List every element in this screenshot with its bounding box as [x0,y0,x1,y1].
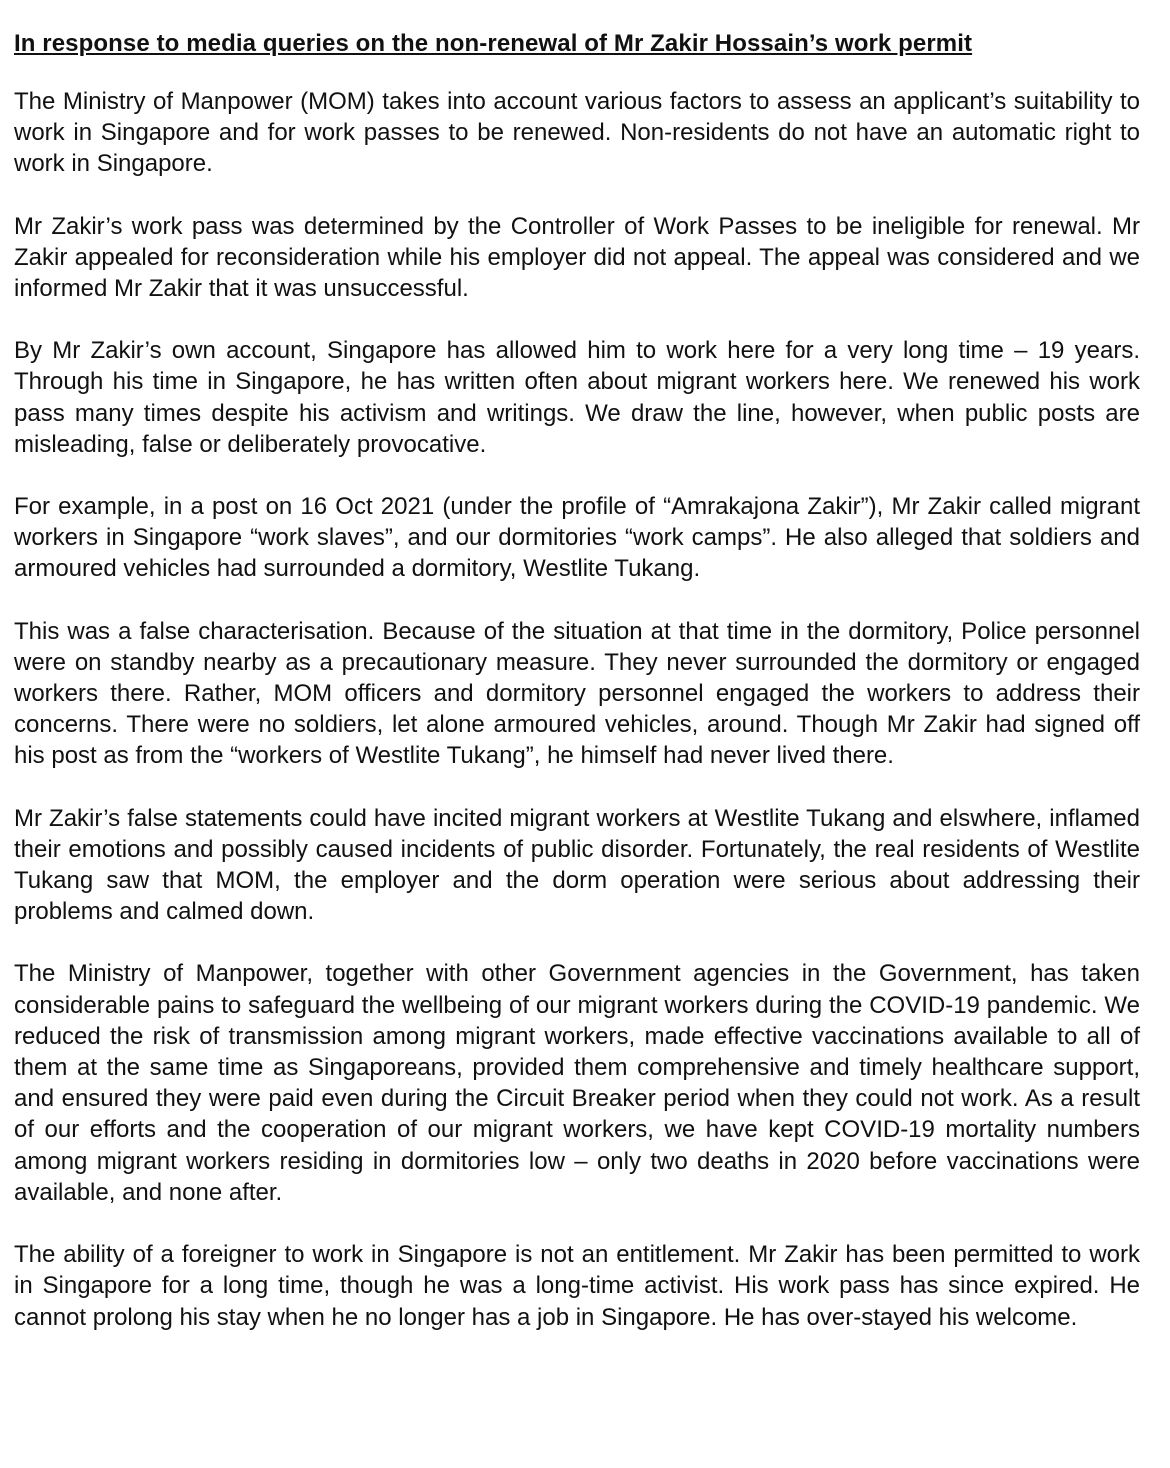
document-title: In response to media queries on the non-renewal of Mr Zakir Hossain’s work permit [14,30,973,57]
paragraph-7: The Ministry of Manpower, together with other Government agencies in the Government, has taken considerable pains to safeguard the wellbeing of our migrant workers during the COVID-19 pandemic. We reduced the risk of transmission among migrant workers, made effective vaccinations available to all of them at the same time as Singaporeans, provided them comprehensive and timely healthcare support, and ensured they were paid even during the Circuit Breaker period when they could not work. As a result of our efforts and the cooperation of our migrant workers, we have kept COVID-19 mortality numbers among migrant workers residing in dormitories low – only two deaths in 2020 before vaccinations were available, and none after. [14,960,1140,1206]
paragraph-4: For example, in a post on 16 Oct 2021 (under the profile of “Amrakajona Zakir”), Mr Zakir called migrant workers in Singapore “work slaves”, and our dormitories “work camps”. He also alleged that soldiers and armoured vehicles had surrounded a dormitory, Westlite Tukang. [14,493,1140,583]
paragraph-8: The ability of a foreigner to work in Singapore is not an entitlement. Mr Zakir has been permitted to work in Singapore for a long time, though he was a long-time activist. His work pass has since expired. He cannot prolong his stay when he no longer has a job in Singapore. He has over-stayed his welcome. [14,1241,1140,1331]
paragraph-3: By Mr Zakir’s own account, Singapore has allowed him to work here for a very long time – 19 years. Through his time in Singapore, he has written often about migrant workers here. We renewed his work pass many times despite his activism and writings. We draw the line, however, when public posts are misleading, false or deliberately provocative. [14,337,1140,458]
paragraph-6: Mr Zakir’s false statements could have incited migrant workers at Westlite Tukang and elswhere, inflamed their emotions and possibly caused incidents of public disorder. Fortunately, the real residents of Westlite Tukang saw that MOM, the employer and the dorm operation were serious about addressing their problems and calmed down. [14,804,1140,926]
paragraph-2: Mr Zakir’s work pass was determined by the Controller of Work Passes to be ineligible for renewal. Mr Zakir appealed for reconsideration while his employer did not appeal. The appeal was considered and we informed Mr Zakir that it was unsuccessful. [14,212,1140,303]
paragraph-5: This was a false characterisation. Because of the situation at that time in the dormitory, Police personnel were on standby nearby as a precautionary measure. They never surrounded the dormitory or engaged workers there. Rather, MOM officers and dormitory personnel engaged the workers to address their concerns. There were no soldiers, let alone armoured vehicles, around. Though Mr Zakir had signed off his post as from the “workers of Westlite Tukang”, he himself had never lived there. [14,617,1140,770]
paragraph-1: The Ministry of Manpower (MOM) takes into account various factors to assess an applicant’s suitability to work in Singapore and for work passes to be renewed. Non-residents do not have an automatic right to work in Singapore. [14,88,1140,178]
